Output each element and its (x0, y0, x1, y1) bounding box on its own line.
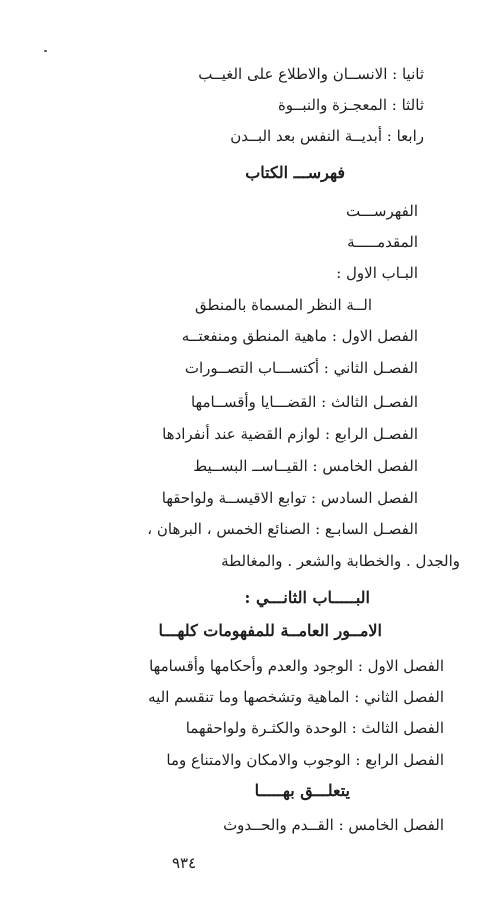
index-entry-chapter-one: البـاب الاول : (336, 264, 418, 282)
section-1-3: الفصـل الثالث : القضـــايا وأقســامها (190, 393, 418, 411)
section-2-1: الفصل الاول : الوجود والعدم وأحكامها وأقسامها (149, 657, 444, 675)
chapter-one-subtitle: الــة النظر المسماة بالمنطق (195, 296, 372, 314)
book-index-heading: فهرســـ الكتاب (245, 163, 345, 182)
chapter-two-subtitle: الامــور العامــة للمفهومات كلهـــا (158, 621, 382, 640)
section-2-4: الفصل الرابع : الوجوب والامكان والامتناع وما (166, 751, 444, 769)
section-1-4: الفصـل الرابع : لوازم القضية عند أنفرادها (162, 425, 418, 443)
index-entry-index: الفهرســـت (346, 202, 418, 220)
print-speck (44, 50, 47, 52)
page-number: ٩٣٤ (172, 854, 197, 872)
section-1-7: الفصـل السابـع : الصنائع الخمس ، البرهان ، (147, 520, 418, 538)
section-1-5: الفصل الخامس : القيــاســ البســيط (193, 457, 418, 475)
line-fourth-soul-eternity: رابعا : أبديــة النفس بعد البــدن (230, 127, 424, 145)
section-1-7-continued: والجدل . والخطابة والشعر . والمغالطة (221, 552, 460, 570)
section-1-2: الفصـل الثاني : أكتســـاب التصــورات (184, 359, 418, 377)
line-second-human-and-unseen: ثانيا : الانســان والاطلاع على الغيــب (198, 65, 424, 83)
chapter-two-heading: البـــــاب الثانـــي : (244, 588, 370, 607)
index-entry-introduction: المقدمـــــة (347, 233, 418, 251)
section-2-3: الفصل الثالث : الوحدة والكثـرة ولواحقهما (185, 719, 444, 737)
section-2-2: الفصل الثاني : الماهية وتشخصها وما تنقسم اليه (148, 688, 444, 706)
section-2-4-continued: يتعلـــق بهـــــا (254, 781, 350, 800)
section-2-5: الفصل الخامس : القــدم والحــدوث (223, 816, 444, 834)
section-1-1: الفصل الاول : ماهية المنطق ومنفعتــه (181, 327, 418, 345)
section-1-6: الفصل السادس : توابع الاقيســة ولواحقها (161, 489, 418, 507)
line-third-miracle-prophecy: ثالثا : المعجـزة والنبــوة (277, 96, 424, 114)
